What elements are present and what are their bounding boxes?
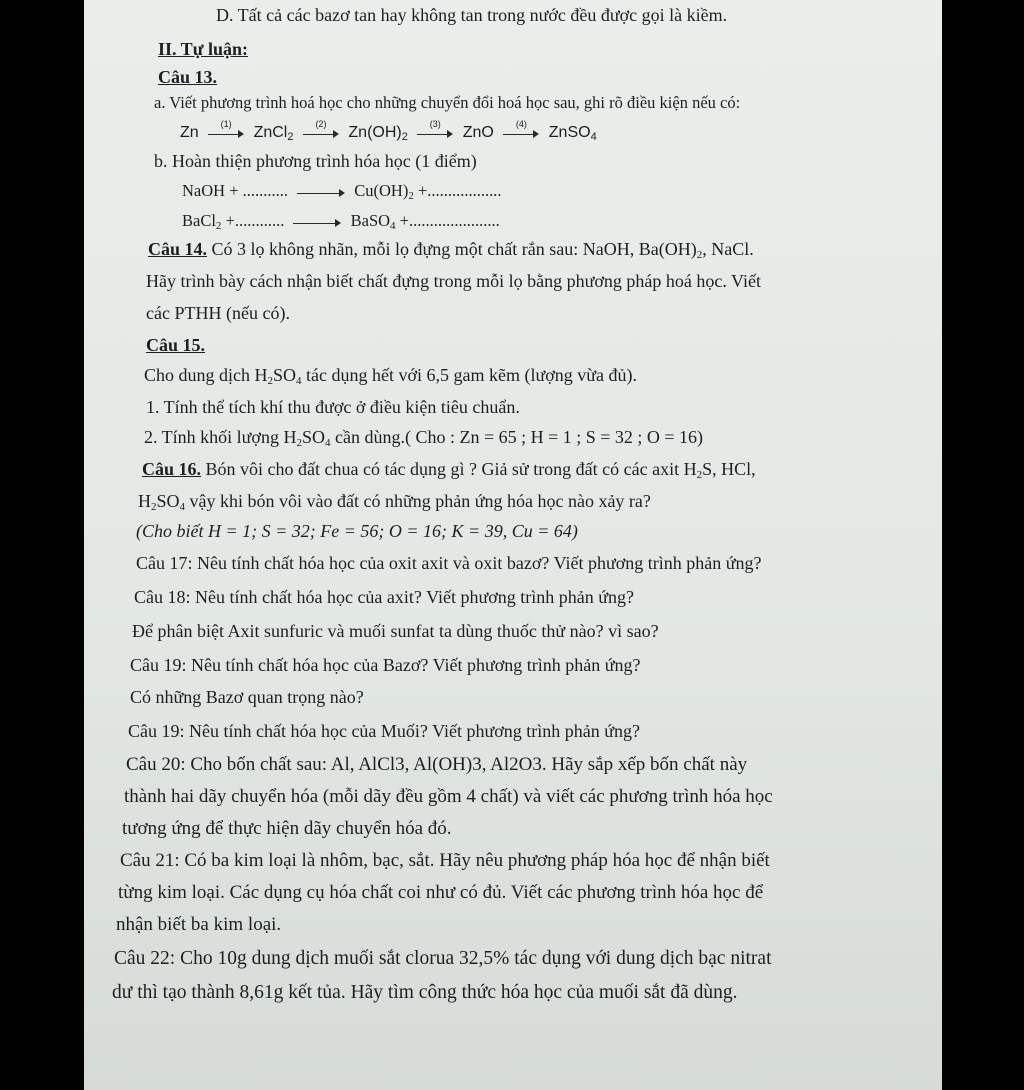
question-14-line-1	[148, 238, 754, 266]
question-19-base: Câu 19: Nêu tính chất hóa học của Bazơ? Viết phương trình phản ứng?	[130, 655, 641, 675]
question-15-item-2	[144, 426, 703, 454]
q15-2-sub2: 2	[296, 437, 302, 449]
q15-l1-c: tác dụng hết với 6,5 gam kẽm (lượng vừa đủ).	[301, 365, 637, 385]
question-13-part-b: b. Hoàn thiện phương trình hóa học (1 điểm)	[154, 151, 477, 171]
q15-l1-b: SO	[273, 365, 297, 385]
eq1-cuoh2-sub: 2	[408, 190, 414, 202]
eq2-blank-2: ......................	[408, 211, 500, 230]
question-14-line-2: Hãy trình bày cách nhận biết chất đựng trong mỗi lọ bằng phương pháp hoá học. Viết	[146, 271, 761, 291]
eq1-plus: +	[413, 181, 428, 200]
arrow-1-label: (1)	[220, 118, 232, 129]
q16-l1-a: Bón vôi cho đất chua có tác dụng gì ? Giả sử trong đất có các axit H	[201, 459, 697, 479]
equation-bacl2	[182, 210, 500, 237]
question-22-line-1: Câu 22: Cho 10g dung dịch muối sắt clorua 32,5% tác dụng với dung dịch bạc nitrat	[114, 948, 772, 969]
eq2-baso4: BaSO	[350, 211, 391, 230]
q16-l1-b: S, HCl,	[702, 459, 756, 479]
question-14-label: Câu 14.	[148, 239, 208, 259]
eq1-cuoh2: Cu(OH)	[354, 181, 409, 200]
question-14-text-1b: , NaCl.	[702, 239, 754, 259]
q15-2-sub4: 4	[324, 437, 331, 449]
question-16-line-2	[138, 490, 651, 518]
eq1-naoh: NaOH +	[182, 181, 243, 200]
question-16-label: Câu 16.	[142, 459, 202, 479]
eq2-plus-1: +	[221, 211, 235, 230]
equation-naoh	[182, 180, 502, 207]
arrow-2	[303, 118, 339, 138]
question-18: Câu 18: Nêu tính chất hóa học của axit? Viết phương trình phản ứng?	[134, 587, 634, 607]
eq2-arrow	[293, 217, 341, 227]
eq1-blank-2: ..................	[427, 181, 502, 200]
arrow-4	[503, 118, 539, 138]
q16-l2-sub2: 2	[151, 501, 157, 513]
question-14-text-1: Có 3 lọ không nhãn, mỗi lọ đựng một chất rắn sau: NaOH, Ba(OH)	[207, 239, 697, 259]
eq2-blank-1: ............	[234, 211, 285, 230]
q16-l2-a: H	[138, 491, 151, 511]
q15-2-b: SO	[301, 427, 325, 447]
document-page	[84, 0, 942, 1090]
chain-znoh2: Zn(OH)	[348, 124, 402, 141]
arrow-3-label: (3)	[429, 118, 441, 129]
option-d: D. Tất cả các bazơ tan hay không tan trong nước đều được gọi là kiềm.	[216, 5, 728, 25]
chain-zn: Zn	[180, 124, 199, 141]
question-16-given-data: (Cho biết H = 1; S = 32; Fe = 56; O = 16; K = 39, Cu = 64)	[136, 521, 578, 541]
question-22-line-2: dư thì tạo thành 8,61g kết tủa. Hãy tìm công thức hóa học của muối sắt đã dùng.	[112, 982, 738, 1003]
chain-zno: ZnO	[462, 124, 494, 141]
section-essay-heading	[158, 38, 248, 60]
q15-2-a: 2. Tính khối lượng H	[144, 427, 297, 447]
question-21-line-2: từng kim loại. Các dụng cụ hóa chất coi như có đủ. Viết các phương trình hóa học để	[118, 882, 764, 903]
q15-l1-a: Cho dung dịch H	[144, 365, 268, 385]
q16-l1-sub2: 2	[696, 469, 703, 481]
eq2-plus-2: +	[395, 211, 409, 230]
question-21-line-3: nhận biết ba kim loại.	[116, 914, 282, 935]
chain-zncl2-sub: 2	[287, 131, 294, 143]
q15-l1-sub2: 2	[267, 375, 273, 387]
chain-zncl2: ZnCl	[253, 124, 288, 141]
question-21-line-1: Câu 21: Có ba kim loại là nhôm, bạc, sắt. Hãy nêu phương pháp hóa học để nhận biết	[120, 850, 770, 871]
question-19-base-part-2: Có những Bazơ quan trọng nào?	[130, 687, 364, 707]
question-15-item-1: 1. Tính thể tích khí thu được ở điều kiện tiêu chuẩn.	[146, 397, 520, 417]
arrow-2-label: (2)	[315, 118, 327, 129]
arrow-4-label: (4)	[515, 118, 527, 129]
arrow-3	[417, 118, 453, 138]
chain-znso4: ZnSO	[548, 124, 591, 141]
q15-2-c: cần dùng.( Cho : Zn = 65 ; H = 1 ; S = 32 ; O = 16)	[330, 427, 704, 447]
chain-znoh2-sub: 2	[401, 131, 408, 143]
question-16-line-1	[142, 458, 756, 486]
question-15-line-1	[144, 364, 637, 392]
section-essay-text: II. Tự luận:	[158, 39, 249, 59]
question-20-line-2: thành hai dãy chuyển hóa (mỗi dãy đều gồm 4 chất) và viết các phương trình hóa học	[124, 786, 773, 807]
reaction-chain	[180, 118, 597, 148]
question-13-part-a: a. Viết phương trình hoá học cho những chuyển đổi hoá học sau, ghi rõ điều kiện nếu có:	[154, 93, 741, 112]
eq2-bacl2: BaCl	[182, 211, 216, 230]
question-20-line-3: tương ứng để thực hiện dãy chuyển hóa đó.	[122, 818, 452, 839]
question-20-line-1: Câu 20: Cho bốn chất sau: Al, AlCl3, Al(OH)3, Al2O3. Hãy sắp xếp bốn chất này	[126, 754, 748, 775]
q15-l1-sub4: 4	[296, 375, 302, 387]
q16-l2-b: SO	[156, 491, 180, 511]
eq1-blank-1: ...........	[242, 181, 289, 200]
arrow-1	[208, 118, 244, 138]
eq2-bacl2-sub: 2	[215, 220, 222, 232]
q16-l2-sub4: 4	[179, 501, 186, 513]
question-14-line-3: các PTHH (nếu có).	[146, 303, 290, 323]
question-18-part-2: Để phân biệt Axit sunfuric và muối sunfat ta dùng thuốc thử nào? vì sao?	[132, 621, 659, 641]
eq1-arrow	[297, 187, 345, 197]
question-15-title: Câu 15.	[146, 335, 206, 355]
chain-znso4-sub: 4	[590, 131, 597, 143]
question-17: Câu 17: Nêu tính chất hóa học của oxit axit và oxit bazơ? Viết phương trình phản ứng?	[136, 553, 762, 573]
eq2-baso4-sub: 4	[390, 220, 396, 232]
question-14-sub: 2	[696, 249, 703, 261]
question-19-salt: Câu 19: Nêu tính chất hóa học của Muối? Viết phương trình phản ứng?	[128, 721, 641, 741]
question-13-title: Câu 13.	[158, 67, 218, 87]
q16-l2-c: vậy khi bón vôi vào đất có những phản ứng hóa học nào xảy ra?	[185, 491, 651, 511]
